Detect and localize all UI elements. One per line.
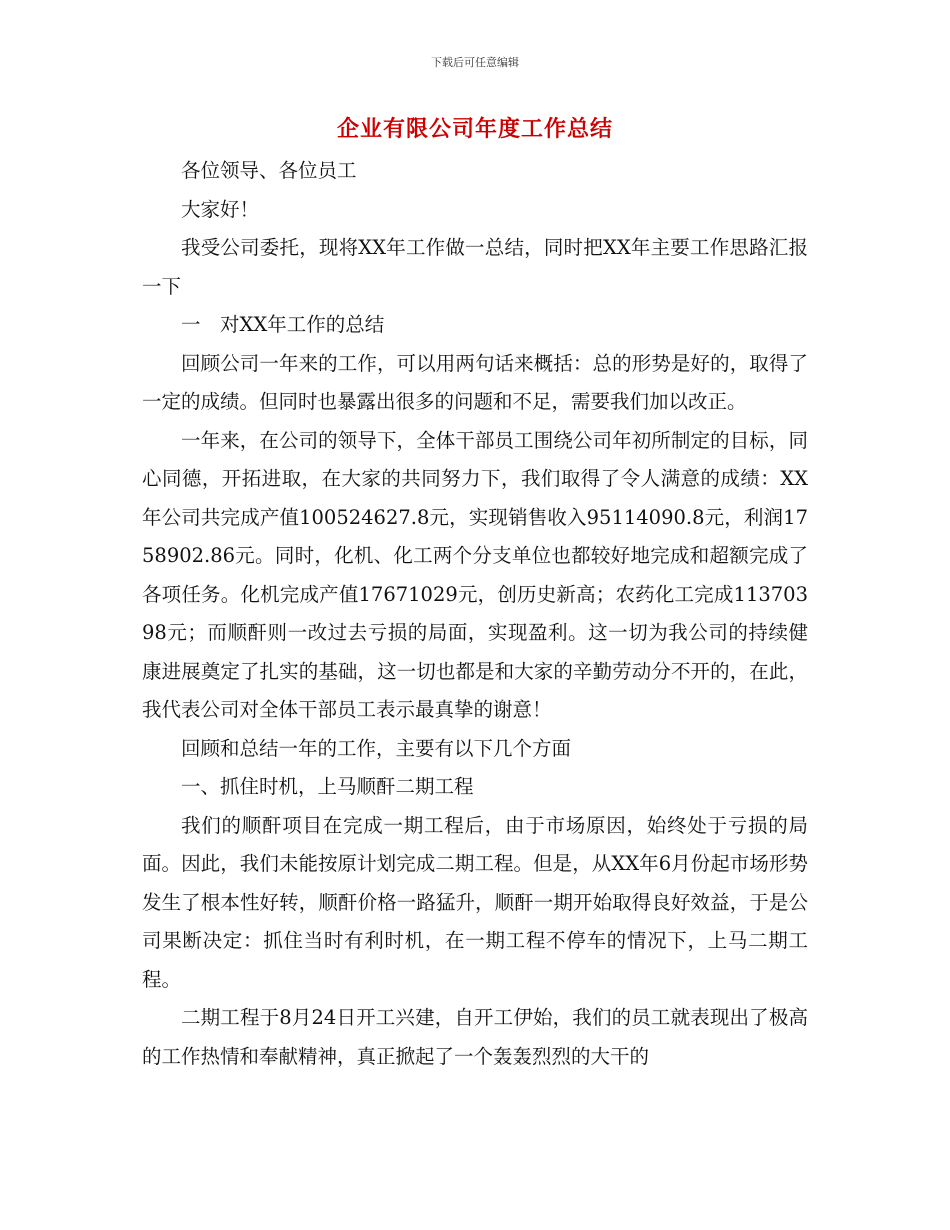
page-header-note: 下载后可任意编辑: [431, 56, 519, 69]
paragraph-project: 我们的顺酐项目在完成一期工程后，由于市场原因，始终处于亏损的局面。因此，我们未能按原计划完成二期工程。但是，从XX年6月份起市场形势发生了根本性好转，顺酐价格一路猛升，顺酐一期开始取得良好效益，于是公司果断决定：抓住当时有利时机，在一期工程不停车的情况下，上马二期工程。: [142, 813, 808, 991]
paragraph-review: 回顾公司一年来的工作，可以用两句话来概括：总的形势是好的，取得了一定的成绩。但同时也暴露出很多的问题和不足，需要我们加以改正。: [142, 351, 808, 413]
section-heading-1: 一 对XX年工作的总结: [181, 313, 385, 336]
document-title: 企业有限公司年度工作总结: [336, 117, 613, 142]
paragraph-salutation: 各位领导、各位员工: [181, 159, 357, 182]
paragraph-phase-two: 二期工程于8月24日开工兴建，自开工伊始，我们的员工就表现出了极高的工作热情和奉献精神，真正掀起了一个轰轰烈烈的大干的: [142, 1006, 808, 1068]
paragraph-achievements: 一年来，在公司的领导下，全体干部员工围绕公司年初所制定的目标，同心同德，开拓进取，在大家的共同努力下，我们取得了令人满意的成绩：XX年公司共完成产值100524627.8元，实现销售收入95114090.8元，利润1758902.86元。同时，化机、化工两个分支单位也都较好地完成和超额完成了各项任务。化机完成产值17671029元，创历史新高；农药化工完成11370398元；而顺酐则一改过去亏损的局面，实现盈利。这一切为我公司的持续健康进展奠定了扎实的基础，这一切也都是和大家的辛勤劳动分不开的，在此，我代表公司对全体干部员工表示最真挚的谢意！: [142, 428, 808, 721]
document-body: [142, 152, 808, 1076]
paragraph-intro: 我受公司委托，现将XX年工作做一总结，同时把XX年主要工作思路汇报一下: [142, 236, 808, 298]
subsection-heading-1: 一、抓住时机，上马顺酐二期工程: [181, 775, 474, 798]
paragraph-greeting: 大家好！: [181, 197, 260, 221]
paragraph-aspects: 回顾和总结一年的工作，主要有以下几个方面: [181, 736, 572, 760]
